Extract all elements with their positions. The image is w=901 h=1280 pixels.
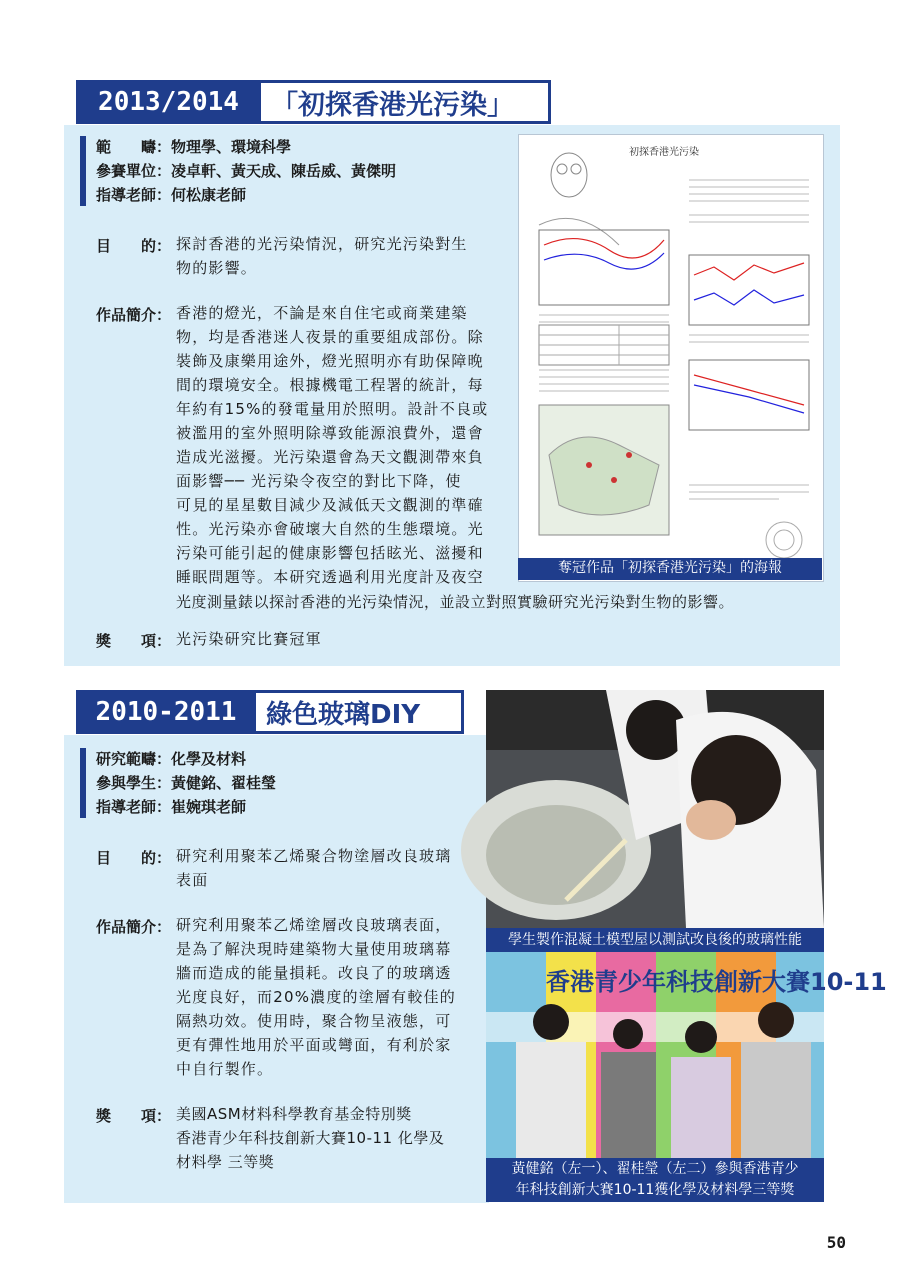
competition-banner: 香港青少年科技創新大賽10-11 bbox=[546, 968, 887, 996]
section2-intro-label: 作品簡介： bbox=[96, 918, 172, 936]
section1-purpose-text: 探討香港的光污染情況，研究光污染對生 物的影響。 bbox=[176, 235, 468, 277]
section2-title: 綠色玻璃DIY bbox=[256, 690, 464, 734]
section2-meta bbox=[96, 747, 276, 819]
section1-intro-last-line: 光度測量錶以探討香港的光污染情況，並設立對照實驗研究光污染對生物的影響。 bbox=[176, 593, 735, 611]
section2-intro-text: 研究利用聚苯乙烯塗層改良玻璃表面， 是為了解決現時建築物大量使用玻璃幕 牆而造成的能量損耗。改良了的玻璃透 光度良好，而20%濃度的塗層有較佳的 隔熱功效。使用時，聚合物呈液態，可 更有彈性地用於平面或彎面，有利於家 中自行製作。 bbox=[176, 916, 456, 1078]
page-number: 50 bbox=[826, 1233, 846, 1252]
meta-students: 參與學生：黃健銘、翟桂瑩 bbox=[96, 774, 277, 792]
section2-purpose-label: 目 的： bbox=[96, 849, 172, 867]
section2-award: 美國ASM材料科學教育基金特別獎 香港青少年科技創新大賽10-11 化學及 材料學 三等獎 bbox=[176, 1105, 445, 1171]
meta-teacher: 指導老師：崔婉琪老師 bbox=[96, 798, 247, 816]
section2-year: 2010-2011 bbox=[76, 690, 256, 734]
section1-meta bbox=[96, 135, 396, 207]
competition-photo-caption: 黃健銘（左一）、翟桂瑩（左二）參與香港青少 年科技創新大賽10-11獲化學及材料學三等獎 bbox=[486, 1158, 824, 1202]
lab-photo-caption: 學生製作混凝土模型屋以測試改良後的玻璃性能 bbox=[486, 928, 824, 952]
meta-teacher: 指導老師：何松康老師 bbox=[96, 186, 247, 204]
meta-category: 範 疇：物理學、環境科學 bbox=[96, 138, 292, 156]
section1-title: 「初探香港光污染」 bbox=[261, 80, 551, 124]
lab-photo-scene bbox=[486, 690, 824, 928]
section1-meta-bar bbox=[80, 136, 86, 206]
section1-award-label: 獎 項： bbox=[96, 632, 172, 650]
section2-purpose-text: 研究利用聚苯乙烯聚合物塗層改良玻璃 表面 bbox=[176, 847, 452, 889]
meta-category: 研究範疇：化學及材料 bbox=[96, 750, 247, 768]
section1-intro-label: 作品簡介： bbox=[96, 306, 172, 324]
section2-award-label: 獎 項： bbox=[96, 1107, 172, 1125]
award-poster bbox=[518, 134, 824, 582]
section1-year: 2013/2014 bbox=[76, 80, 261, 124]
lab-photo bbox=[486, 690, 824, 928]
section1-award: 光污染研究比賽冠軍 bbox=[176, 630, 322, 648]
meta-participants: 參賽單位：凌卓軒、黃天成、陳岳威、黃傑明 bbox=[96, 162, 397, 180]
section1-purpose-label: 目 的： bbox=[96, 237, 172, 255]
section1-intro-text: 香港的燈光，不論是來自住宅或商業建築 物，均是香港迷人夜景的重要組成部份。除 裝飾及康樂用途外，燈光照明亦有助保障晚 間的環境安全。根據機電工程署的統計，每 年約有15%的發電量用於照明。設計不良或 被濫用的室外照明除導致能源浪費外，還會 造成光滋擾。光污染還會為天文觀測帶來負 面影響── 光污染令夜空的對比下降，使 可見的星星數目減少及減低天文觀測的準確 性。光污染亦會破壞大自然的生態環境。光 污染可能引起的健康影響包括眩光、滋擾和 睡眠問題等。本研究透過利用光度計及夜空 bbox=[176, 304, 489, 586]
poster-title: 初探香港光污染 bbox=[629, 147, 699, 158]
poster-caption: 奪冠作品「初探香港光污染」的海報 bbox=[518, 558, 822, 580]
poster-graphics bbox=[519, 135, 823, 581]
section2-meta-bar bbox=[80, 748, 86, 818]
